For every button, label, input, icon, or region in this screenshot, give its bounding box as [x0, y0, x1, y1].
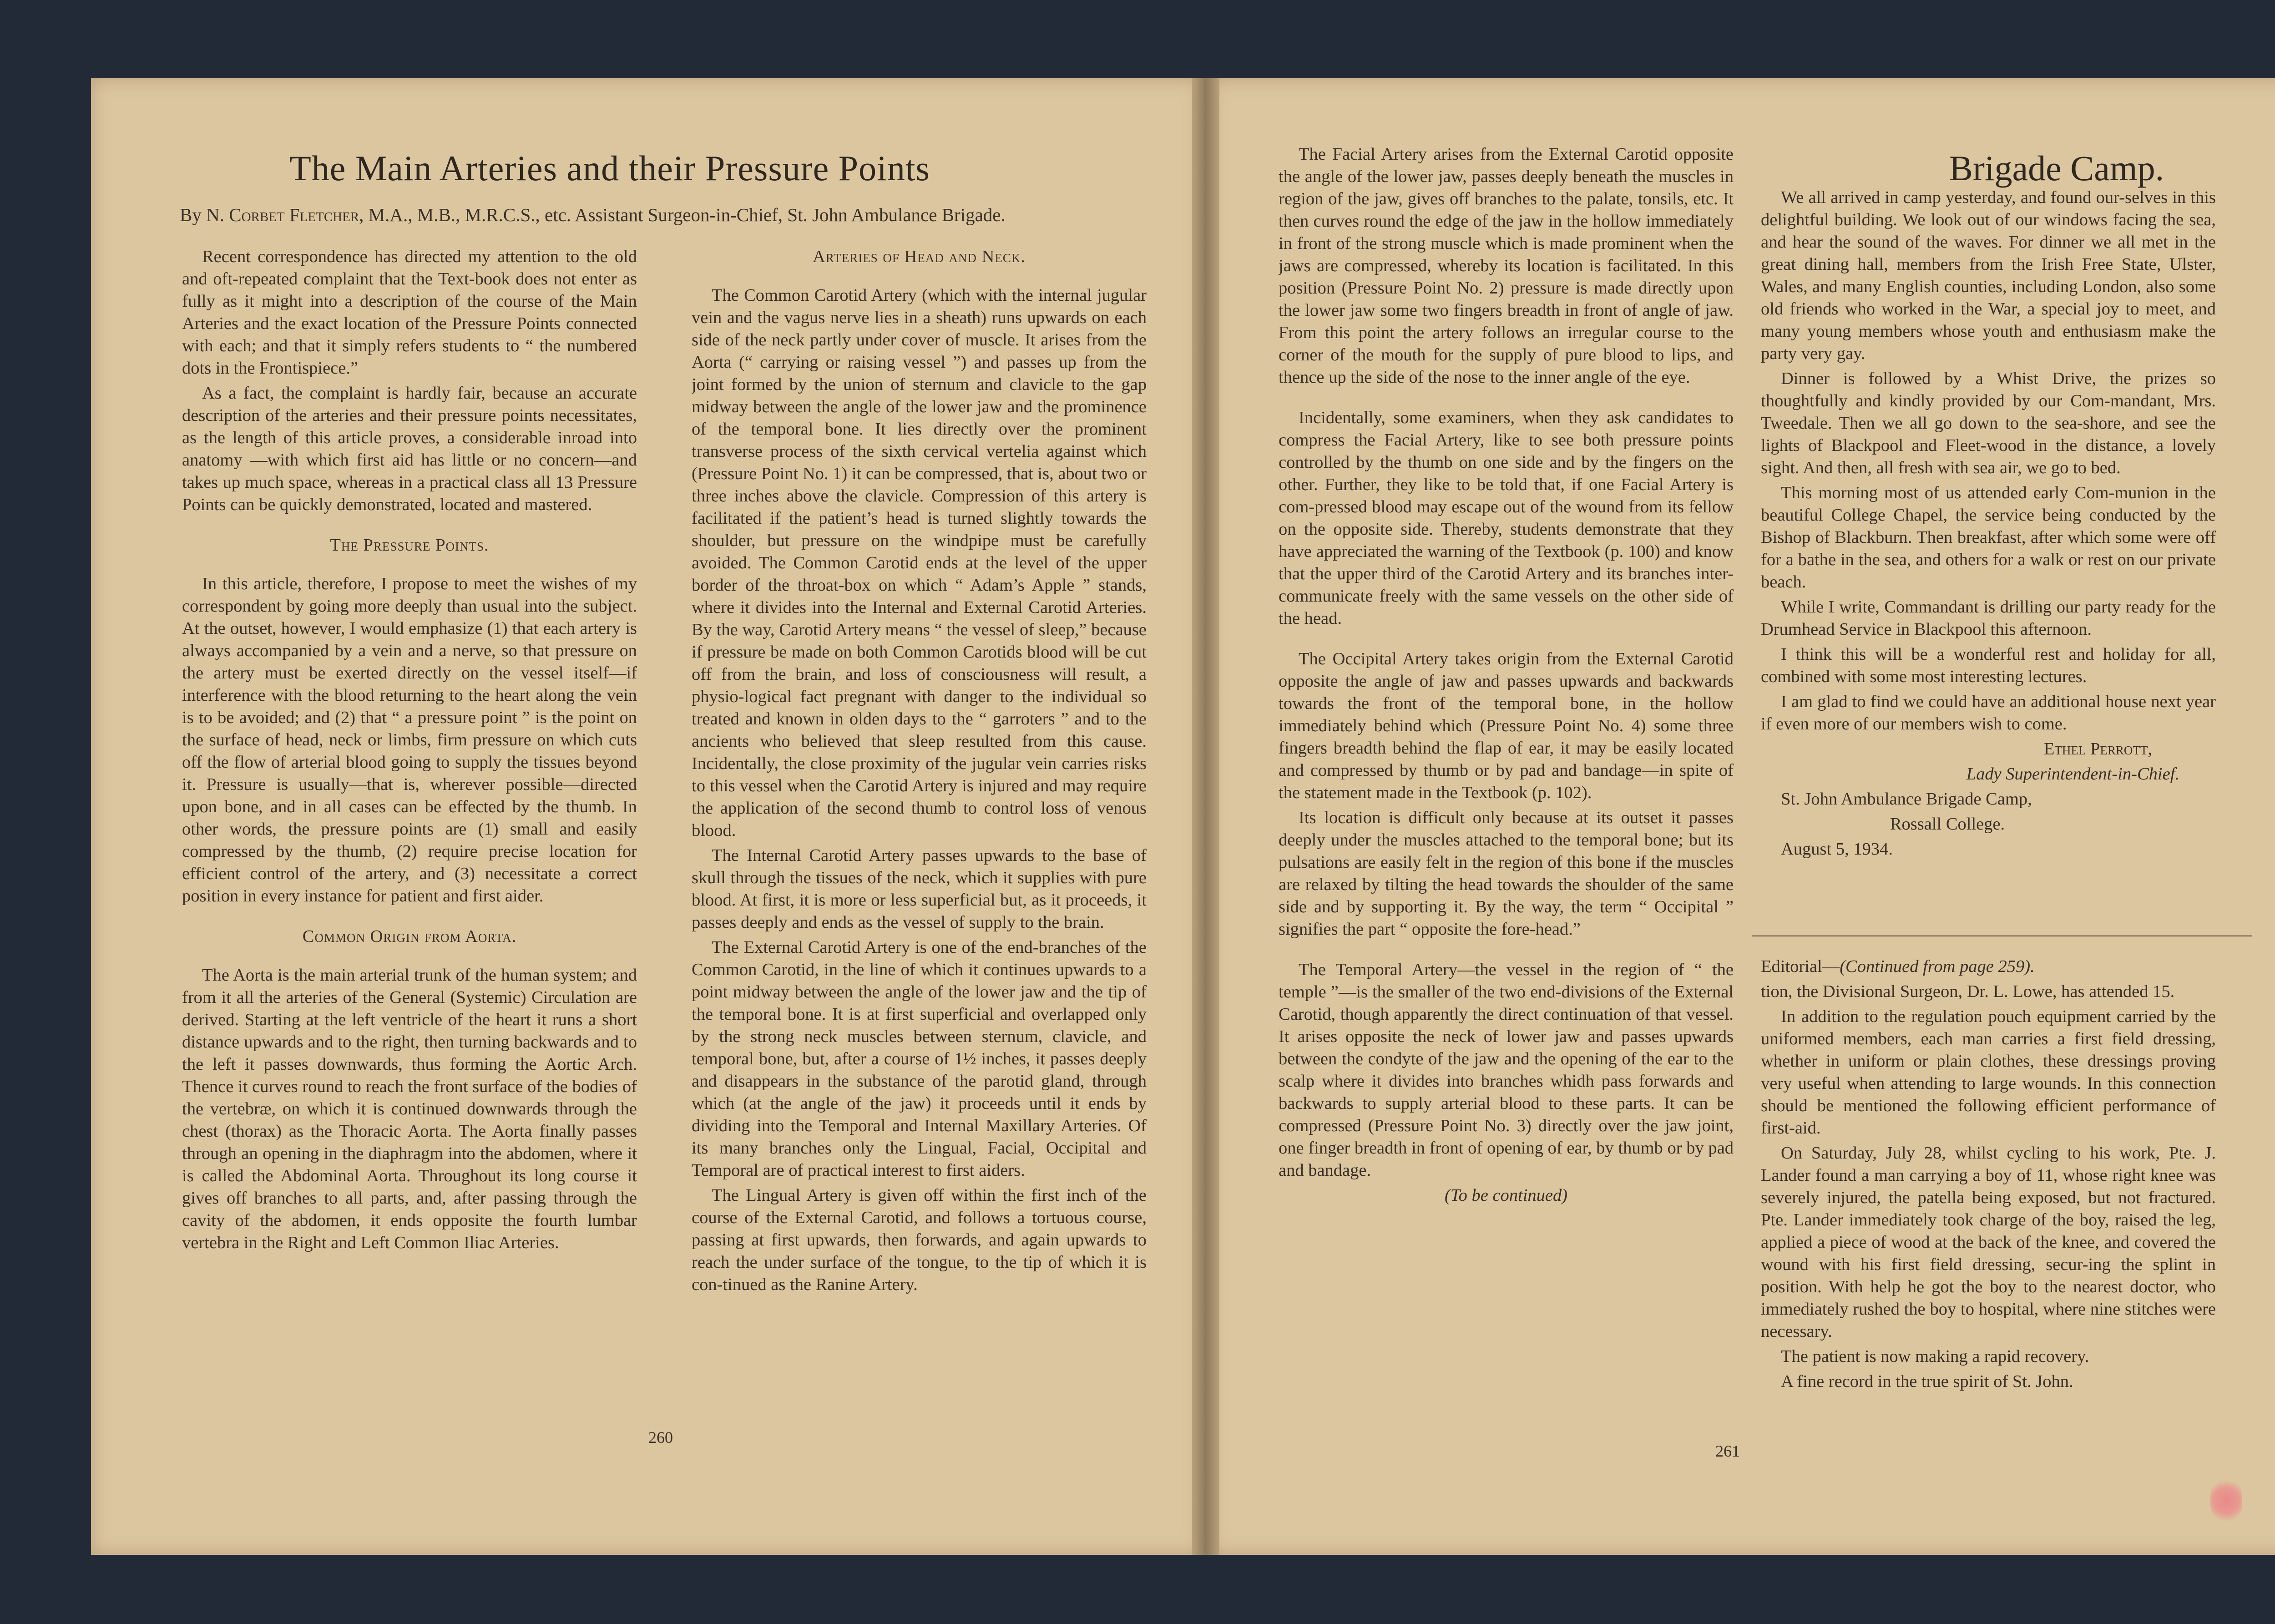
paragraph: Incidentally, some examiners, when they ask candidates to compress the Facial Artery, like to see both pressure points controlled by the thumb on one side and by the fingers on the other. Further, they like to be told that, if one Facial Artery is com-pressed blood may escape out of the wound from its fellow on the opposite side. Thereby, students demonstrate that they have appreciated the warning of the Textbook (p. 100) and know that the upper third of the Carotid Artery and its branches inter-communicate freely with the same vessels on the other side of the head. — [1279, 408, 1734, 628]
section-heading: Common Origin from Aorta. — [302, 927, 517, 946]
letter-date: August 5, 1934. — [1781, 840, 1893, 859]
paragraph: Dinner is followed by a Whist Drive, the prizes so thoughtfully and kindly provided by our Com-mandant, Mrs. Tweedale. Then we all go down to the sea-shore, and see the lights of Blackpool and Fleet-wood in the distance, a lovely sight. And then, all fresh with sea air, we go to bed. — [1761, 369, 2216, 477]
paragraph: Recent correspondence has directed my attention to the old and oft-repeated complaint that the Text-book does not enter as fully as it might into a description of the course of the Main Arteries and the exact location of the Pressure Points connected with each; and that it simply refers students to “ the numbered dots in the Frontispiece.” — [182, 247, 637, 378]
paragraph: I think this will be a wonderful rest and holiday for all, combined with some most interesting lectures. — [1761, 645, 2216, 686]
byline-prefix: By N. — [180, 204, 229, 225]
editorial-continued: (Continued from page 259). — [1840, 957, 2035, 976]
section-divider — [1752, 935, 2252, 936]
library-stamp-mark — [2210, 1480, 2242, 1521]
paragraph: The Temporal Artery—the vessel in the region of “ the temple ”—is the smaller of the two end-divisions of the External Carotid, though apparently the direct continuation of that vessel. It arises opposite the neck of lower jaw and passes upwards between the condyte of the jaw and the opening of the ear to the scalp where it divides into branches whidh pass forwards and backwards to supply arterial blood to these parts. It can be compressed (Pressure Point No. 3) directly over the jaw joint, one finger breadth in front of opening of ear, by thumb or by pad and bandage. — [1279, 960, 1734, 1180]
paragraph: The Facial Artery arises from the External Carotid opposite the angle of the lower jaw, passes deeply beneath the muscles in region of the jaw, gives off branches to the palate, tonsils, etc. It then curves round the edge of the jaw in the hollow immediately in front of the strong muscle which is made prominent when the jaws are compressed, whereby its location is facilitated. In this position (Pressure Point No. 2) pressure is made directly upon the lower jaw some two fingers breadth in front of angle of jaw. From this point the artery follows an irregular course to the corner of the mouth for the supply of pure blood to lips, and thence up the side of the nose to the inner angle of the eye. — [1279, 145, 1734, 387]
article-title: The Main Arteries and their Pressure Points — [289, 148, 930, 188]
camp-venue: Rossall College. — [1890, 815, 2005, 834]
paragraph: tion, the Divisional Surgeon, Dr. L. Lowe, has attended 15. — [1761, 982, 2175, 1001]
section-heading: The Pressure Points. — [330, 536, 489, 555]
left-column-2 — [692, 246, 1147, 1429]
continued-note: (To be continued) — [1444, 1186, 1568, 1205]
signature-name: Ethel Perrott, — [2043, 739, 2152, 759]
paragraph: We all arrived in camp yesterday, and found our-selves in this delightful building. We look out of our windows facing the sea, and hear the sound of the waves. For dinner we all met in the great dining hall, members from the Irish Free State, Ulster, Wales, and many English counties, including London, also some old friends who worked in the War, a special joy to meet, and many young members whose youth and enthusiasm make the party very gay. — [1761, 188, 2216, 363]
book-spine — [1192, 78, 1219, 1555]
byline-credentials: , M.A., M.B., M.R.C.S., etc. Assistant Surgeon-in-Chief, St. John Ambulance Brigade. — [359, 204, 1006, 225]
brigade-camp-title: Brigade Camp. — [1949, 148, 2164, 188]
right-column-1 — [1279, 143, 1734, 1417]
editorial-column — [1761, 956, 2216, 1429]
section-heading: Arteries of Head and Neck. — [813, 247, 1026, 266]
paragraph: The Lingual Artery is given off within the first inch of the course of the External Carotid, and follows a tortuous course, passing at first upwards, then forwards, and again upwards to reach the under surface of the tongue, to the tip of which it is con-tinued as the Ranine Artery. — [692, 1186, 1147, 1294]
paragraph: The patient is now making a rapid recovery. — [1781, 1347, 2089, 1366]
right-column-2 — [1761, 187, 2216, 933]
paragraph: The Aorta is the main arterial trunk of the human system; and from it all the arteries of the General (Systemic) Circulation are derived. Starting at the left ventricle of the heart it runs a short distance upwards and to the right, then turning backwards and to the left it passes downwards, thus forming the Aortic Arch. Thence it curves round to reach the front surface of the bodies of the vertebræ, on which it is continued downwards through the chest (thorax) as the Thoracic Aorta. The Aorta finally passes through an opening in the diaphragm into the abdomen, where it is called the Abdominal Aorta. Throughout its long course it gives off branches to all parts, and, after passing through the cavity of the abdomen, it ends opposite the fourth lumbar vertebra in the Right and Left Common Iliac Arteries. — [182, 966, 637, 1252]
editorial-label: Editorial— — [1761, 957, 1840, 976]
paragraph: While I write, Commandant is drilling our party ready for the Drumhead Service in Blackpool this afternoon. — [1761, 597, 2216, 639]
page-number-left: 260 — [648, 1428, 673, 1447]
article-byline — [180, 204, 1181, 226]
paragraph: The Internal Carotid Artery passes upwards to the base of skull through the tissues of the neck, which it supplies with pure blood. At first, it is more or less superficial but, as it proceeds, it passes deeply and ends as the vessel of supply to the brain. — [692, 846, 1147, 932]
camp-location: St. John Ambulance Brigade Camp, — [1781, 789, 2032, 809]
page-number-right: 261 — [1715, 1442, 1740, 1460]
editorial-header — [1761, 956, 2216, 978]
paragraph: The Occipital Artery takes origin from the External Carotid opposite the angle of jaw and passes upwards and backwards towards the front of the temporal bone, in the hollow immediately behind which (Pressure Point No. 4) some three fingers breadth behind the flap of ear, it may be easily located and compressed by thumb or by pad and bandage—in spite of the statement made in the Textbook (p. 102). — [1279, 649, 1734, 802]
paragraph: As a fact, the complaint is hardly fair, because an accurate description of the arteries and their pressure points necessitates, as the length of this article proves, a considerable inroad into anatomy —with which first aid has little or no concern—and takes up much space, whereas in a practical class all 13 Pressure Points can be quickly demonstrated, located and mastered. — [182, 384, 637, 514]
left-column-1 — [182, 246, 637, 1429]
paragraph: This morning most of us attended early Com-munion in the beautiful College Chapel, the service being conducted by the Bishop of Blackburn. Then breakfast, after which some were off for a bathe in the sea, and others for a walk or rest on our private beach. — [1761, 483, 2216, 592]
byline-author: Corbet Fletcher — [229, 204, 359, 225]
paragraph: A fine record in the true spirit of St. John. — [1781, 1372, 2073, 1391]
paragraph: On Saturday, July 28, whilst cycling to his work, Pte. J. Lander found a man carrying a boy of 11, whose right knee was severely injured, the patella being exposed, but not fractured. Pte. Lander immediately took charge of the boy, raised the leg, applied a piece of wood at the back of the knee, and covered the wound with his first field dressing, secur-ing the splint in position. With help he got the boy to the nearest doctor, who immediately rushed the boy to hospital, where nine stitches were necessary. — [1761, 1143, 2216, 1341]
paragraph: Its location is difficult only because at its outset it passes deeply under the muscles attached to the temporal bone; but its pulsations are easily felt in the region of this bone if the muscles are relaxed by tilting the head towards the shoulder of the same side and by supporting it. By the way, the term “ Occipital ” signifies the part “ opposite the fore-head.” — [1279, 808, 1734, 939]
paragraph: The External Carotid Artery is one of the end-branches of the Common Carotid, in the line of which it continues upwards to a point midway between the angle of the lower jaw and the tip of the temporal bone. It is at first superficial and overlapped only by the strong neck muscles between sternum, clavicle, and temporal bone, but, after a course of 1½ inches, it passes deeply and disappears in the substance of the parotid gland, through which (at the angle of the jaw) it proceeds until it ends by dividing into the Temporal and Internal Maxillary Arteries. Of its many branches only the Lingual, Facial, Occipital and Temporal are of practical interest to first aiders. — [692, 938, 1147, 1180]
paragraph: I am glad to find we could have an additional house next year if even more of our members wish to come. — [1761, 692, 2216, 734]
paragraph: In this article, therefore, I propose to meet the wishes of my correspondent by going more deeply than usual into the subject. At the outset, however, I would emphasize (1) that each artery is always accompanied by a vein and a nerve, so that pressure on the artery must be exerted directly on the vessel itself—if interference with the blood returning to the heart along the vein is to be avoided; and (2) that “ a pressure point ” is the point on the surface of head, neck or limbs, firm pressure on which cuts off the flow of arterial blood going to supply the tissues beyond it. Pressure is usually—that is, wherever possible—directed upon bone, and in all cases can be effected by the thumb. In other words, the pressure points are (1) small and easily compressed by the thumb, (2) require precise location for efficient control of the artery, and (3) necessitate a correct position in every instance for patient and first aider. — [182, 574, 637, 906]
paragraph: In addition to the regulation pouch equipment carried by the uniformed members, each man carries a first field dressing, whether in uniform or plain clothes, these dressings proving very useful when attending to large wounds. In this connection should be mentioned the following efficient performance of first-aid. — [1761, 1007, 2216, 1138]
paragraph: The Common Carotid Artery (which with the internal jugular vein and the vagus nerve lies in a sheath) runs upwards on each side of the neck partly under cover of muscle. It arises from the Aorta (“ carrying or raising vessel ”) and passes up from the joint formed by the union of sternum and clavicle to the gap midway between the angle of the lower jaw and the prominence of the temporal bone. It lies directly over the prominent transverse process of the sixth cervical vertelia against which (Pressure Point No. 1) it can be compressed, that is, about two or three inches above the clavicle. Compression of this artery is facilitated if the patient’s head is turned slightly towards the shoulder, but pressure on the windpipe must be carefully avoided. The Common Carotid ends at the level of the upper border of the throat-box on which “ Adam’s Apple ” stands, where it divides into the Internal and External Carotid Arteries. By the way, Carotid Artery means “ the vessel of sleep,” because if pressure be made on both Common Carotids blood will be cut off from the brain, and loss of consciousness will result, a physio-logical fact pregnant with danger to the individual so treated and known in olden days to the “ garroters ” and to the ancients who believed that sleep resulted from this cause. Incidentally, the close proximity of the jugular vein carries risks to this vessel when the Carotid Artery is injured and may require the application of the second thumb to control loss of venous blood. — [692, 286, 1147, 840]
signature-title: Lady Superintendent-in-Chief. — [1966, 764, 2179, 784]
